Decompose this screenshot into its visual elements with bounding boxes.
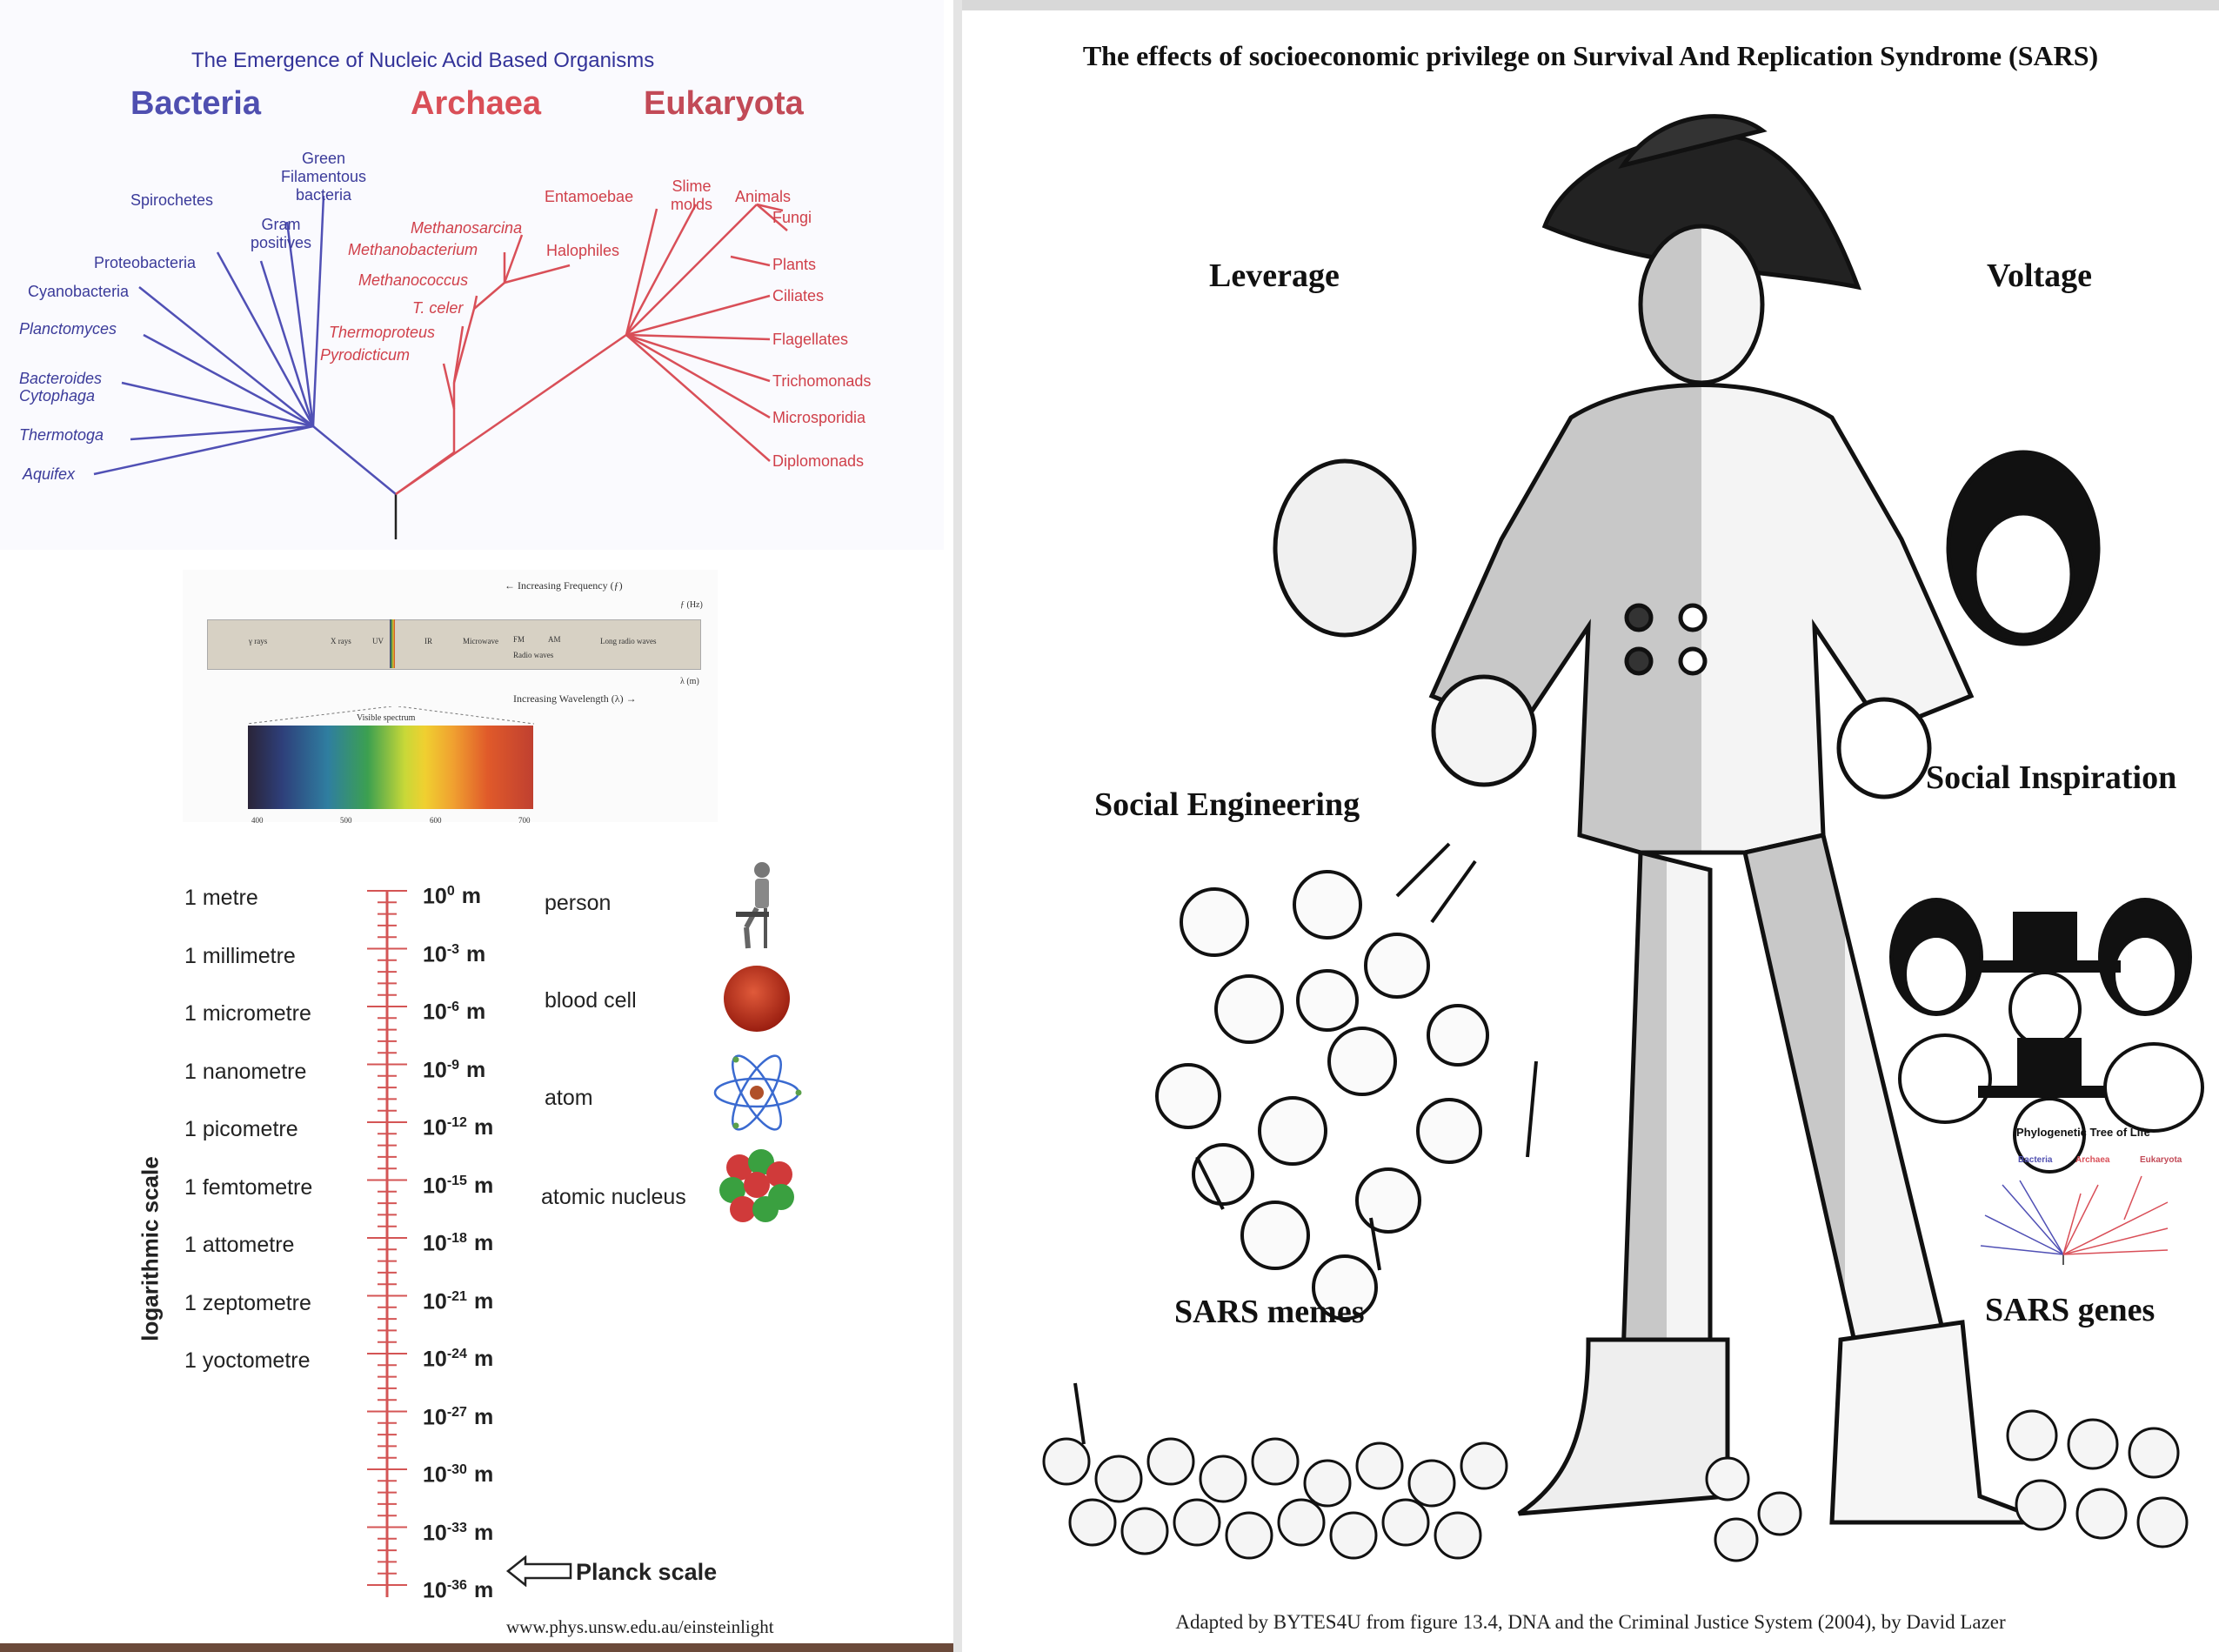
power-exponent: -18	[446, 1231, 467, 1246]
band-long-radio: Long radio waves	[600, 637, 657, 645]
power-unit: m	[473, 1115, 494, 1140]
label-social-engineering: Social Engineering	[1094, 786, 1360, 823]
axis-label-anchor	[137, 1156, 164, 1341]
cartoon-illustration	[962, 87, 2219, 1601]
frequency-label: ← Increasing Frequency (ƒ)	[505, 579, 623, 592]
band-radio: Radio waves	[513, 651, 554, 659]
blood-cell-icon	[722, 964, 792, 1033]
power-exponent: -15	[446, 1173, 467, 1188]
scale-power-label	[423, 1115, 493, 1140]
power-base: 10	[423, 1115, 447, 1140]
scale-power-label	[423, 1462, 493, 1488]
scale-power-label	[423, 1521, 493, 1546]
visible-tick-700: 700	[518, 816, 531, 825]
scale-unit-label: 1 metre	[184, 886, 258, 910]
power-exponent: -36	[446, 1578, 467, 1593]
power-base: 10	[423, 884, 447, 909]
visible-band-marker	[390, 619, 395, 668]
power-base: 10	[423, 1462, 447, 1488]
power-base: 10	[423, 1231, 447, 1256]
tree-title: The Emergence of Nucleic Acid Based Organisms	[191, 49, 655, 72]
power-base: 10	[423, 1288, 447, 1314]
tree-label-proteobacteria: Proteobacteria	[94, 254, 197, 271]
tree-label-methanobacterium: Methanobacterium	[348, 241, 478, 258]
power-unit: m	[473, 1347, 494, 1372]
power-unit: m	[473, 1231, 494, 1256]
scale-power-label	[423, 1231, 493, 1256]
person-icon	[731, 858, 783, 952]
scale-unit-label: 1 nanometre	[184, 1059, 307, 1084]
frequency-unit: ƒ (Hz)	[680, 600, 703, 610]
inset-title: Phylogenetic Tree of Life	[2016, 1126, 2150, 1139]
power-exponent: -24	[446, 1347, 467, 1361]
bottom-strip	[0, 1643, 953, 1652]
visible-label: Visible spectrum	[357, 713, 416, 723]
tree-label-flagellates: Flagellates	[772, 331, 849, 348]
power-base: 10	[423, 1578, 447, 1603]
power-unit: m	[473, 1520, 494, 1545]
domain-bacteria: Bacteria	[130, 85, 261, 122]
axis-label-logarithmic: logarithmic scale	[137, 1156, 164, 1341]
tree-label-plants: Plants	[772, 256, 817, 273]
cartoon-title: The effects of socioeconomic privilege on Survival And Replication Syndrome (SARS)	[1082, 40, 2099, 71]
scale-power-label	[423, 942, 485, 967]
object-atom: atom	[545, 1086, 593, 1110]
panel-gutter	[953, 0, 962, 1652]
scale-unit-label: 1 zeptometre	[184, 1290, 311, 1315]
power-unit: m	[473, 1578, 494, 1603]
band-gamma: γ rays	[249, 637, 268, 645]
tree-label-pyrodicticum: Pyrodicticum	[320, 346, 411, 364]
scale-power-label	[423, 1347, 493, 1372]
tree-label-entamoebae: Entamoebae	[545, 188, 634, 205]
wavelength-unit: λ (m)	[680, 677, 699, 686]
tree-label-spirochetes: Spirochetes	[130, 191, 214, 209]
scale-power-label	[423, 1578, 493, 1603]
tree-label-gram-positives: Gram positives	[250, 216, 312, 251]
tree-label-methanosarcina: Methanosarcina	[411, 219, 523, 237]
power-base: 10	[423, 1520, 447, 1545]
band-xray: X rays	[331, 637, 351, 645]
tree-label-microsporidia: Microsporidia	[772, 409, 866, 426]
scale-unit-label: 1 picometre	[184, 1117, 298, 1141]
wavelength-label: Increasing Wavelength (λ) →	[513, 692, 637, 705]
object-person: person	[545, 891, 612, 915]
scale-power-label	[423, 1289, 493, 1314]
tree-label-fungi: Fungi	[772, 209, 812, 226]
label-social-inspiration: Social Inspiration	[1926, 759, 2177, 796]
band-ir: IR	[424, 637, 432, 645]
power-exponent: -21	[446, 1288, 467, 1304]
tree-label-methanococcus: Methanococcus	[358, 271, 469, 289]
scale-power-label	[423, 1405, 493, 1430]
cartoon-caption: Adapted by BYTES4U from figure 13.4, DNA and the Criminal Justice System (2004), by David Lazer	[1175, 1611, 2006, 1633]
tree-label-bacteroides: Bacteroides Cytophaga	[19, 370, 103, 405]
tree-label-diplomonads: Diplomonads	[772, 452, 865, 470]
source-url: www.phys.unsw.edu.au/einsteinlight	[506, 1616, 774, 1637]
cartoon-top-bar	[962, 0, 2219, 10]
power-exponent: 0	[446, 884, 455, 899]
tree-label-green-filamentous: Green Filamentous bacteria	[280, 150, 367, 204]
tree-label-cyanobacteria: Cyanobacteria	[28, 283, 130, 300]
power-unit: m	[473, 1173, 494, 1198]
visible-tick-500: 500	[340, 816, 352, 825]
scale-power-label	[423, 1058, 485, 1083]
scale-power-label	[423, 1000, 485, 1025]
object-atomic-nucleus: atomic nucleus	[541, 1185, 686, 1209]
power-exponent: -27	[446, 1404, 467, 1420]
band-uv: UV	[372, 637, 384, 645]
planck-arrow-icon	[506, 1555, 572, 1587]
power-unit: m	[466, 1000, 486, 1025]
power-exponent: -9	[446, 1057, 460, 1073]
scale-unit-label: 1 micrometre	[184, 1001, 311, 1026]
scale-power-label	[423, 1174, 493, 1199]
inset-domain-archaea: Archaea	[2075, 1155, 2110, 1165]
visible-spectrum-bar	[248, 726, 533, 809]
power-base: 10	[423, 1000, 447, 1025]
nucleus-icon	[713, 1141, 800, 1228]
atom-icon	[712, 1047, 802, 1138]
tree-label-halophiles: Halophiles	[546, 242, 620, 259]
domain-archaea: Archaea	[411, 85, 541, 122]
power-unit: m	[461, 884, 481, 909]
log-ruler	[365, 879, 418, 1609]
power-exponent: -30	[446, 1462, 467, 1477]
scale-unit-label: 1 millimetre	[184, 943, 296, 968]
band-fm: FM	[513, 635, 525, 644]
tree-label-thermoproteus: Thermoproteus	[329, 324, 436, 341]
planck-scale-label: Planck scale	[576, 1559, 718, 1585]
power-exponent: -12	[446, 1115, 467, 1130]
domain-eukaryota: Eukaryota	[644, 85, 804, 122]
visible-tick-400: 400	[251, 816, 264, 825]
inset-domain-eukaryota: Eukaryota	[2140, 1155, 2182, 1165]
power-unit: m	[466, 941, 486, 966]
power-exponent: -3	[446, 941, 460, 957]
band-microwave: Microwave	[463, 637, 498, 645]
tree-label-trichomonads: Trichomonads	[772, 372, 872, 390]
band-am: AM	[548, 635, 561, 644]
scale-power-label	[423, 884, 481, 909]
tree-label-animals: Animals	[735, 188, 792, 205]
power-unit: m	[473, 1462, 494, 1488]
label-sars-genes: SARS genes	[1985, 1292, 2156, 1328]
power-base: 10	[423, 1057, 447, 1082]
object-blood-cell: blood cell	[545, 988, 637, 1013]
label-voltage: Voltage	[1987, 257, 2093, 294]
visible-tick-600: 600	[430, 816, 442, 825]
tree-label-slime-molds: Slime molds	[670, 177, 712, 213]
power-base: 10	[423, 1404, 447, 1429]
power-base: 10	[423, 1173, 447, 1198]
inset-tree	[1968, 1167, 2176, 1272]
power-base: 10	[423, 1347, 447, 1372]
tree-label-ciliates: Ciliates	[772, 287, 825, 304]
label-sars-memes: SARS memes	[1174, 1294, 1365, 1330]
tree-label-t-celer: T. celer	[412, 299, 464, 317]
power-base: 10	[423, 941, 447, 966]
scale-unit-label: 1 yoctometre	[184, 1348, 311, 1373]
power-unit: m	[473, 1404, 494, 1429]
tree-label-aquifex: Aquifex	[23, 465, 76, 483]
power-unit: m	[473, 1288, 494, 1314]
power-exponent: -6	[446, 1000, 460, 1014]
inset-domain-bacteria: Bacteria	[2018, 1155, 2053, 1165]
scale-unit-label: 1 femtometre	[184, 1174, 313, 1200]
tree-label-planctomyces: Planctomyces	[19, 320, 117, 338]
power-exponent: -33	[446, 1520, 467, 1535]
label-leverage: Leverage	[1209, 257, 1340, 294]
tree-label-thermotoga: Thermotoga	[19, 426, 104, 444]
scale-unit-label: 1 attometre	[184, 1233, 295, 1257]
power-unit: m	[466, 1057, 486, 1082]
